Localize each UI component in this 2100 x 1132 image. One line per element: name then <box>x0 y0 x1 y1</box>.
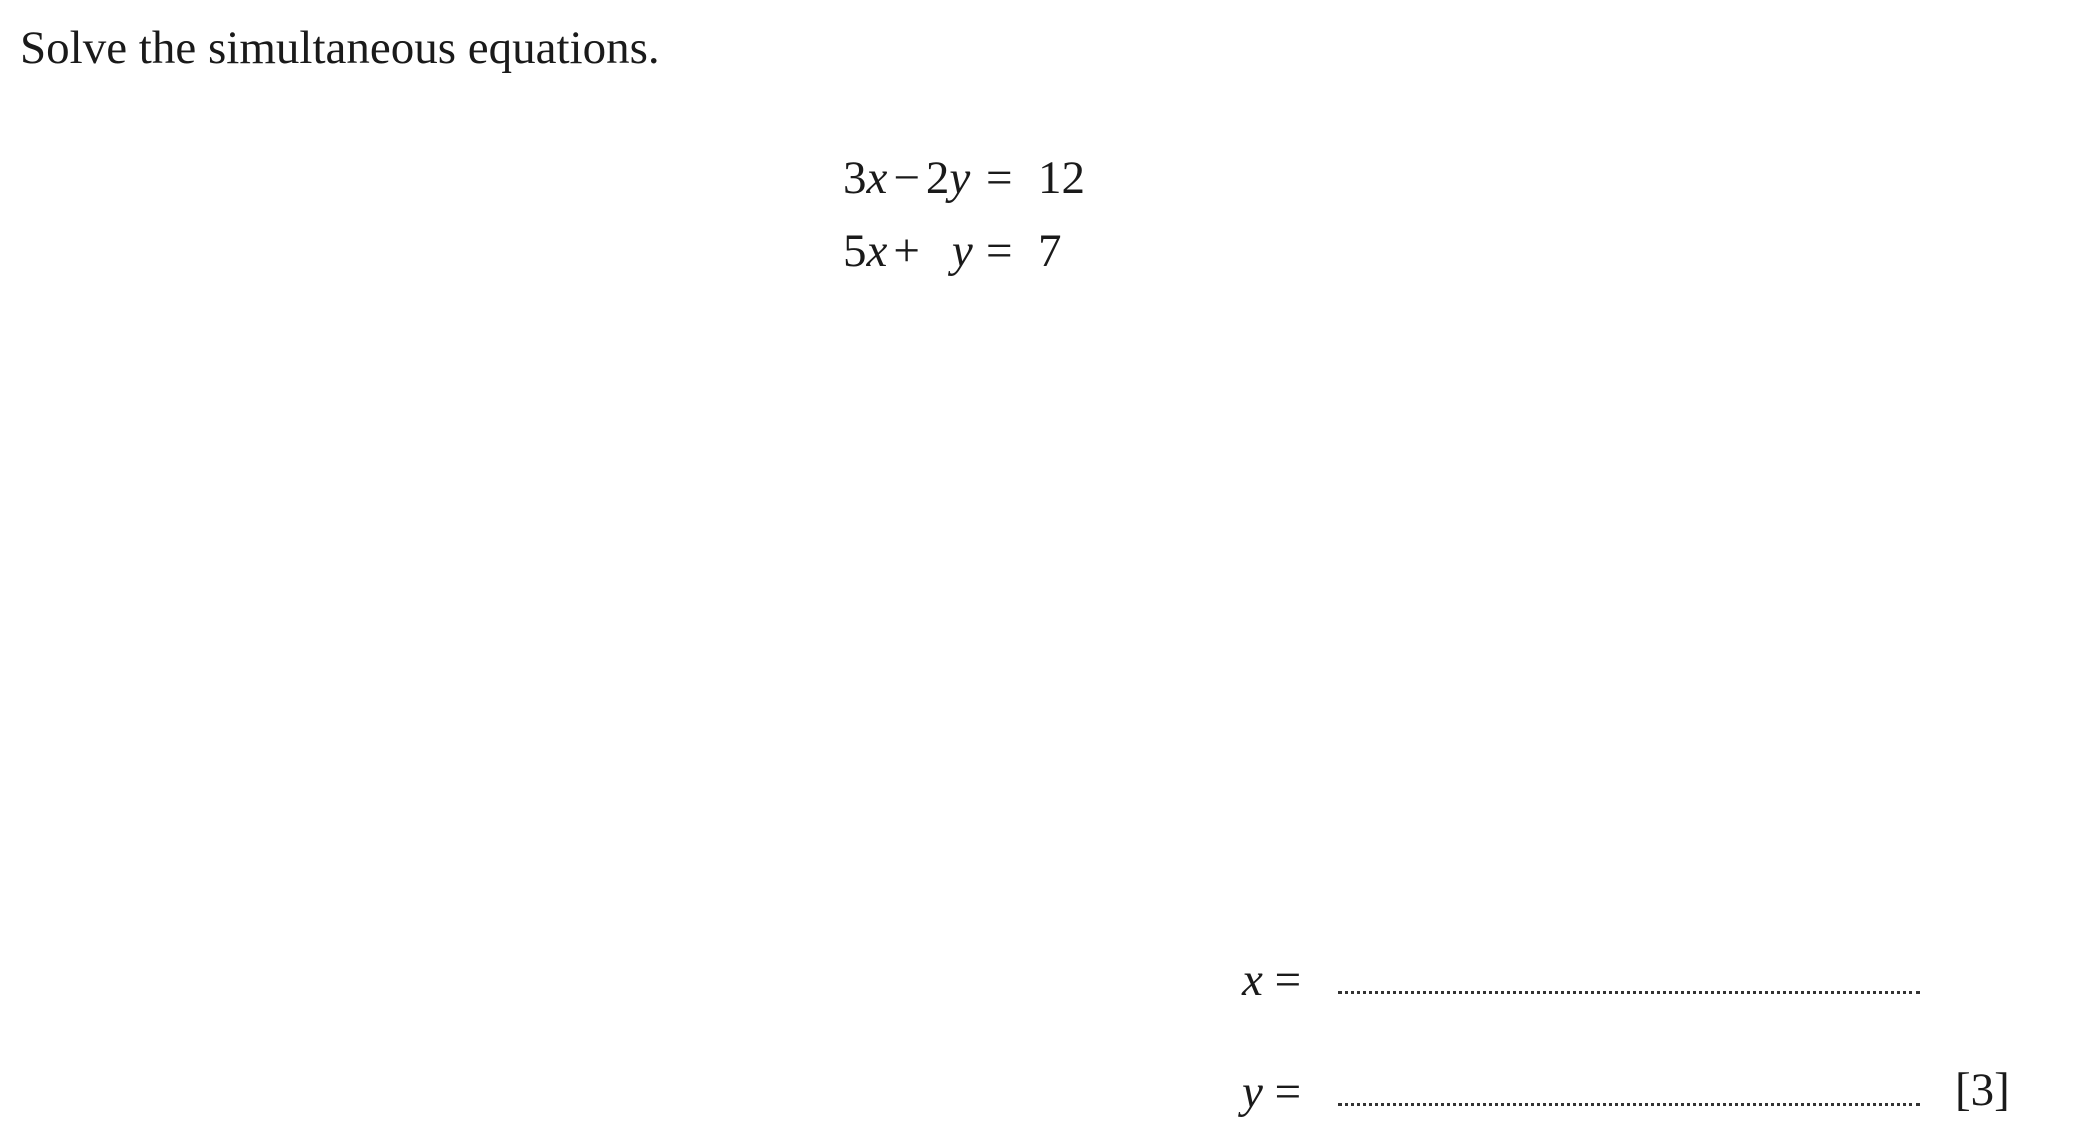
equation-2-lhs <box>843 215 986 288</box>
marks-label: [3] <box>1955 1064 2010 1116</box>
equation-block <box>843 142 1085 288</box>
answer-y-var: y <box>1242 1066 1263 1118</box>
equation-2-var-x: x <box>866 225 888 277</box>
equation-2 <box>843 215 1085 288</box>
answer-x-row <box>1242 950 1332 1010</box>
question-text: Solve the simultaneous equations. <box>20 22 660 74</box>
answer-x-label <box>1242 950 1332 1010</box>
equation-1-lhs <box>843 142 986 215</box>
answer-y-row <box>1242 1062 1332 1122</box>
equation-2-rhs: 7 <box>1038 225 1062 277</box>
equation-2-equals: = <box>986 225 1013 277</box>
equation-1-equals: = <box>986 152 1013 204</box>
answer-y-label <box>1242 1062 1332 1122</box>
answer-x-var: x <box>1242 954 1263 1006</box>
equation-1-var-y: y <box>949 152 971 204</box>
equation-1-coef-y: 2 <box>925 152 950 204</box>
equation-1-coef-x: 3 <box>843 152 867 204</box>
equation-1-operator: − <box>893 152 920 204</box>
answer-x-equals: = <box>1274 954 1302 1006</box>
equation-1 <box>843 142 1085 215</box>
answer-y-equals: = <box>1274 1066 1302 1118</box>
equation-1-var-x: x <box>866 152 888 204</box>
answer-y-field[interactable] <box>1338 1103 1920 1106</box>
equation-2-var-y: y <box>951 225 973 277</box>
equation-2-coef-x: 5 <box>843 225 867 277</box>
equation-1-rhs: 12 <box>1038 152 1085 204</box>
answer-x-field[interactable] <box>1338 991 1920 994</box>
equation-2-operator: + <box>893 225 920 277</box>
